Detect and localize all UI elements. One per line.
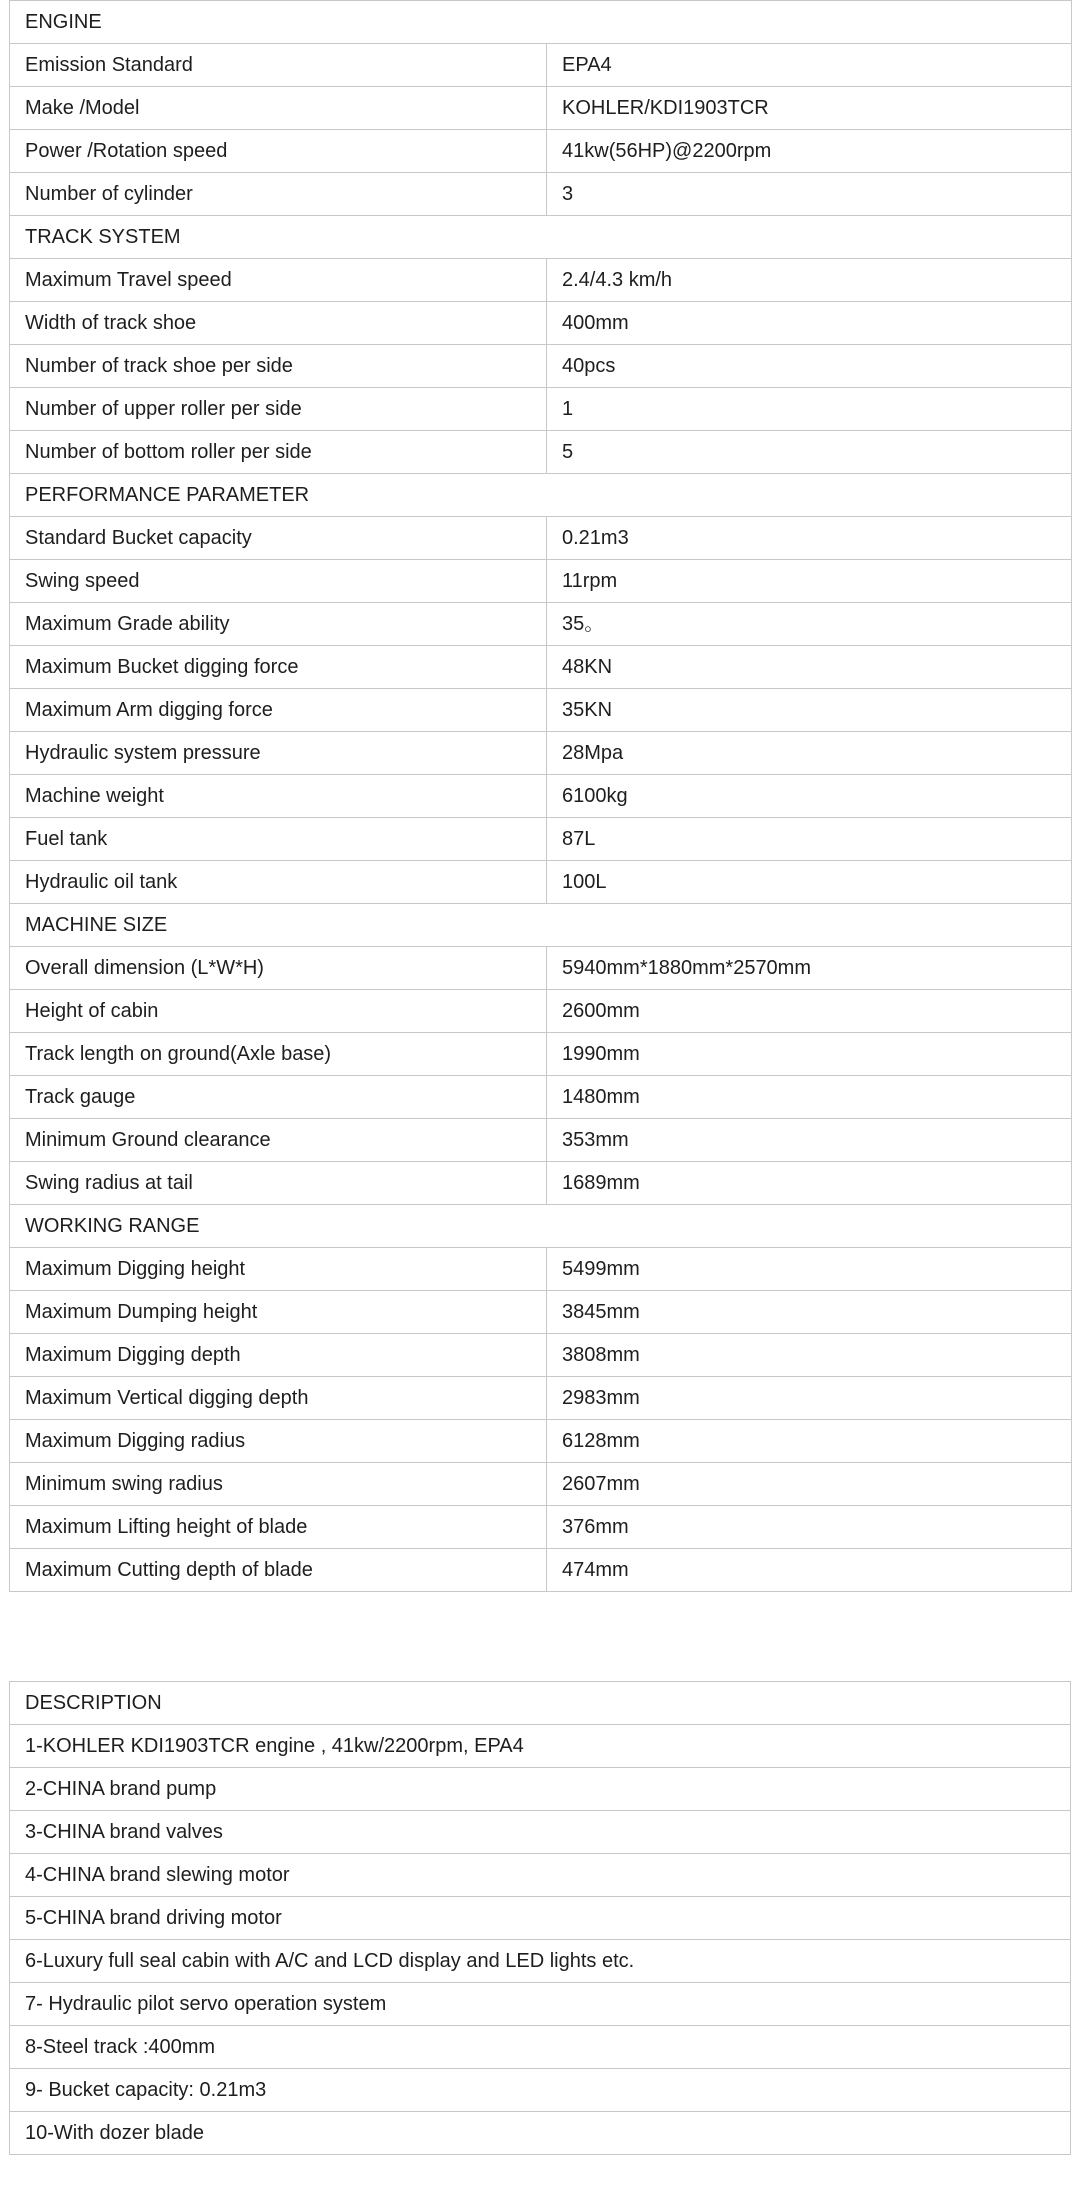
- spec-row: [10, 1291, 1072, 1334]
- spec-row: [10, 302, 1072, 345]
- spec-value: 2.4/4.3 km/h: [547, 259, 1072, 302]
- spec-value: 6100kg: [547, 775, 1072, 818]
- description-item-row: [10, 2112, 1071, 2155]
- description-item: 3-CHINA brand valves: [10, 1811, 1071, 1854]
- spec-row: [10, 517, 1072, 560]
- spec-row: [10, 990, 1072, 1033]
- description-item-row: [10, 1854, 1071, 1897]
- spec-row: [10, 259, 1072, 302]
- spec-value: KOHLER/KDI1903TCR: [547, 87, 1072, 130]
- specifications-table: [9, 0, 1072, 1592]
- spec-row: [10, 818, 1072, 861]
- spec-row: [10, 1549, 1072, 1592]
- description-item-row: [10, 2026, 1071, 2069]
- section-header-row: [10, 1, 1072, 44]
- spec-label: Track gauge: [10, 1076, 547, 1119]
- spec-row: [10, 646, 1072, 689]
- spec-label: Maximum Digging radius: [10, 1420, 547, 1463]
- spec-value: 100L: [547, 861, 1072, 904]
- spec-label: Minimum Ground clearance: [10, 1119, 547, 1162]
- spec-value: EPA4: [547, 44, 1072, 87]
- description-item: 4-CHINA brand slewing motor: [10, 1854, 1071, 1897]
- spec-value: 0.21m3: [547, 517, 1072, 560]
- description-item: 2-CHINA brand pump: [10, 1768, 1071, 1811]
- spec-label: Maximum Grade ability: [10, 603, 547, 646]
- spec-value: 41kw(56HP)@2200rpm: [547, 130, 1072, 173]
- spec-label: Minimum swing radius: [10, 1463, 547, 1506]
- spec-row: [10, 1463, 1072, 1506]
- spec-label: Maximum Digging depth: [10, 1334, 547, 1377]
- spec-row: [10, 173, 1072, 216]
- description-item: 1-KOHLER KDI1903TCR engine , 41kw/2200rpm, EPA4: [10, 1725, 1071, 1768]
- spec-value: 28Mpa: [547, 732, 1072, 775]
- spec-row: [10, 388, 1072, 431]
- description-item-row: [10, 1811, 1071, 1854]
- spec-label: Maximum Arm digging force: [10, 689, 547, 732]
- section-header-row: [10, 216, 1072, 259]
- spec-value: 1480mm: [547, 1076, 1072, 1119]
- spec-row: [10, 560, 1072, 603]
- spec-label: Track length on ground(Axle base): [10, 1033, 547, 1076]
- spec-value: 474mm: [547, 1549, 1072, 1592]
- spec-label: Fuel tank: [10, 818, 547, 861]
- spec-row: [10, 861, 1072, 904]
- description-item-row: [10, 1897, 1071, 1940]
- spec-row: [10, 1076, 1072, 1119]
- spec-label: Overall dimension (L*W*H): [10, 947, 547, 990]
- spec-row: [10, 345, 1072, 388]
- spec-label: Maximum Vertical digging depth: [10, 1377, 547, 1420]
- spec-value: 5940mm*1880mm*2570mm: [547, 947, 1072, 990]
- spec-value: 3808mm: [547, 1334, 1072, 1377]
- section-title: MACHINE SIZE: [10, 904, 1072, 947]
- spec-row: [10, 44, 1072, 87]
- spec-label: Width of track shoe: [10, 302, 547, 345]
- spec-value: 2983mm: [547, 1377, 1072, 1420]
- description-item: 9- Bucket capacity: 0.21m3: [10, 2069, 1071, 2112]
- description-table: [9, 1681, 1071, 2155]
- spec-value: 1689mm: [547, 1162, 1072, 1205]
- spec-value: 376mm: [547, 1506, 1072, 1549]
- spec-value: 6128mm: [547, 1420, 1072, 1463]
- spec-row: [10, 732, 1072, 775]
- spec-row: [10, 130, 1072, 173]
- spec-label: Swing speed: [10, 560, 547, 603]
- description-item: 6-Luxury full seal cabin with A/C and LCD display and LED lights etc.: [10, 1940, 1071, 1983]
- spec-row: [10, 1334, 1072, 1377]
- spec-label: Standard Bucket capacity: [10, 517, 547, 560]
- description-item: 5-CHINA brand driving motor: [10, 1897, 1071, 1940]
- spec-value: 5499mm: [547, 1248, 1072, 1291]
- spec-label: Maximum Digging height: [10, 1248, 547, 1291]
- spec-row: [10, 603, 1072, 646]
- spec-value: 2600mm: [547, 990, 1072, 1033]
- spec-value: 353mm: [547, 1119, 1072, 1162]
- spec-label: Maximum Bucket digging force: [10, 646, 547, 689]
- spec-row: [10, 431, 1072, 474]
- spec-label: Maximum Travel speed: [10, 259, 547, 302]
- spec-row: [10, 87, 1072, 130]
- description-item-row: [10, 1983, 1071, 2026]
- spec-value: 2607mm: [547, 1463, 1072, 1506]
- spec-label: Number of upper roller per side: [10, 388, 547, 431]
- spec-row: [10, 1506, 1072, 1549]
- section-title: TRACK SYSTEM: [10, 216, 1072, 259]
- spec-label: Machine weight: [10, 775, 547, 818]
- description-item-row: [10, 1940, 1071, 1983]
- spec-row: [10, 1162, 1072, 1205]
- spec-value: 35。: [547, 603, 1072, 646]
- spec-label: Maximum Dumping height: [10, 1291, 547, 1334]
- spec-row: [10, 775, 1072, 818]
- section-title: PERFORMANCE PARAMETER: [10, 474, 1072, 517]
- spec-row: [10, 1033, 1072, 1076]
- spec-value: 35KN: [547, 689, 1072, 732]
- spec-row: [10, 1119, 1072, 1162]
- description-item: 8-Steel track :400mm: [10, 2026, 1071, 2069]
- spec-label: Number of track shoe per side: [10, 345, 547, 388]
- spec-row: [10, 1248, 1072, 1291]
- section-title: ENGINE: [10, 1, 1072, 44]
- description-item: 7- Hydraulic pilot servo operation system: [10, 1983, 1071, 2026]
- section-header-row: [10, 904, 1072, 947]
- spec-value: 40pcs: [547, 345, 1072, 388]
- spec-label: Hydraulic oil tank: [10, 861, 547, 904]
- specifications-table-body: [10, 1, 1072, 1592]
- description-title: DESCRIPTION: [10, 1682, 1071, 1725]
- spec-row: [10, 1377, 1072, 1420]
- spec-row: [10, 947, 1072, 990]
- spec-label: Swing radius at tail: [10, 1162, 547, 1205]
- spec-label: Hydraulic system pressure: [10, 732, 547, 775]
- spec-value: 400mm: [547, 302, 1072, 345]
- spec-value: 3845mm: [547, 1291, 1072, 1334]
- spec-label: Number of bottom roller per side: [10, 431, 547, 474]
- spec-value: 1: [547, 388, 1072, 431]
- section-title: WORKING RANGE: [10, 1205, 1072, 1248]
- description-item-row: [10, 1768, 1071, 1811]
- spec-value: 48KN: [547, 646, 1072, 689]
- description-list: [10, 1725, 1071, 2155]
- spec-value: 1990mm: [547, 1033, 1072, 1076]
- spec-row: [10, 1420, 1072, 1463]
- description-item-row: [10, 2069, 1071, 2112]
- spec-label: Emission Standard: [10, 44, 547, 87]
- section-header-row: [10, 474, 1072, 517]
- spec-label: Number of cylinder: [10, 173, 547, 216]
- spec-value: 11rpm: [547, 560, 1072, 603]
- spec-label: Power /Rotation speed: [10, 130, 547, 173]
- description-item: 10-With dozer blade: [10, 2112, 1071, 2155]
- spec-label: Maximum Lifting height of blade: [10, 1506, 547, 1549]
- description-item-row: [10, 1725, 1071, 1768]
- spec-value: 5: [547, 431, 1072, 474]
- spec-value: 87L: [547, 818, 1072, 861]
- spec-label: Maximum Cutting depth of blade: [10, 1549, 547, 1592]
- spec-label: Make /Model: [10, 87, 547, 130]
- section-header-row: [10, 1205, 1072, 1248]
- spec-value: 3: [547, 173, 1072, 216]
- spec-label: Height of cabin: [10, 990, 547, 1033]
- description-header-row: [10, 1682, 1071, 1725]
- spec-row: [10, 689, 1072, 732]
